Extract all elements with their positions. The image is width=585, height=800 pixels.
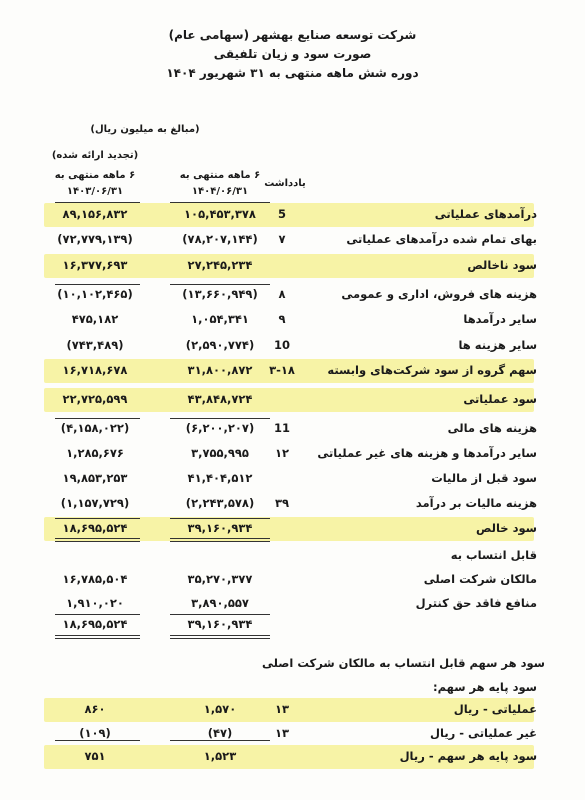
attr-nci-prev: ۱,۹۱۰,۰۲۰ bbox=[66, 596, 124, 610]
row-curr-value: (۱۳,۶۶۰,۹۴۹) bbox=[182, 287, 258, 301]
net-line-bottom-curr bbox=[170, 538, 270, 539]
attr-owners-label: مالکان شرکت اصلی bbox=[423, 572, 537, 586]
row-label: هزینه مالیات بر درآمد bbox=[415, 496, 537, 510]
row-prev-value: (۱,۱۵۷,۷۲۹) bbox=[60, 496, 130, 510]
row-label: سایر درآمدها و هزینه های غیر عملیاتی bbox=[317, 446, 537, 460]
op-line-curr bbox=[170, 418, 270, 419]
row-prev-value: (۷۴۳,۴۸۹) bbox=[66, 338, 124, 352]
row-note: ۳۹ bbox=[274, 496, 290, 510]
units-note: (مبالغ به میلیون ریال) bbox=[90, 124, 200, 135]
net-line-bottom-prev bbox=[55, 538, 140, 539]
gross-line-curr bbox=[170, 284, 270, 285]
row-curr-value: ۴۳,۸۴۸,۷۲۴ bbox=[187, 392, 253, 406]
row-note: ۸ bbox=[278, 287, 286, 301]
row-curr-value: (۴۷) bbox=[207, 726, 233, 740]
row-prev-value: ۱۶,۳۷۷,۶۹۳ bbox=[62, 258, 128, 272]
attr-total-curr: ۳۹,۱۶۰,۹۳۴ bbox=[187, 617, 253, 631]
attr-owners-prev: ۱۶,۷۸۵,۵۰۴ bbox=[62, 572, 128, 586]
row-curr-value: ۱,۰۵۴,۳۴۱ bbox=[191, 312, 249, 326]
period-title: دوره شش ماهه منتهی به ۳۱ شهریور ۱۴۰۴ bbox=[166, 66, 419, 80]
row-prev-value: ۸۹,۱۵۶,۸۳۲ bbox=[62, 207, 128, 221]
attr-owners-curr: ۳۵,۲۷۰,۳۷۷ bbox=[187, 572, 253, 586]
row-prev-value: (۱۰۹) bbox=[79, 726, 111, 740]
row-prev-value: (۴,۱۵۸,۰۲۲) bbox=[60, 421, 130, 435]
gross-line-prev bbox=[55, 284, 140, 285]
restated-note: (تجدید ارائه شده) bbox=[51, 150, 139, 161]
row-prev-value: (۷۲,۷۷۹,۱۳۹) bbox=[57, 232, 133, 246]
attr-total-line-prev bbox=[55, 614, 140, 615]
net-line-top-curr bbox=[170, 518, 270, 519]
row-curr-value: ۳۹,۱۶۰,۹۳۴ bbox=[187, 521, 253, 535]
net-line-bottom-prev-2 bbox=[55, 541, 140, 542]
row-label: سهم گروه از سود شرکت‌های وابسته bbox=[327, 363, 537, 377]
row-curr-value: (۲,۲۴۳,۵۷۸) bbox=[185, 496, 255, 510]
row-label: عملیاتی - ریال bbox=[453, 702, 537, 716]
eps-title: سود هر سهم قابل انتساب به مالکان شرکت اصلی bbox=[261, 656, 545, 670]
prev-col-head-1: ۶ ماهه منتهی به bbox=[54, 170, 136, 181]
attr-double-line-prev-1 bbox=[55, 635, 140, 636]
attr-nci-curr: ۳,۸۹۰,۵۵۷ bbox=[191, 596, 249, 610]
attr-total-prev: ۱۸,۶۹۵,۵۲۴ bbox=[62, 617, 128, 631]
row-curr-value: ۲۷,۲۴۵,۲۳۴ bbox=[187, 258, 253, 272]
eps-total-line-prev bbox=[55, 740, 140, 741]
row-note: 10 bbox=[273, 338, 290, 352]
curr-col-head-1: ۶ ماهه منتهی به bbox=[179, 170, 261, 181]
row-label: سایر هزینه ها bbox=[458, 338, 537, 352]
row-label: بهای تمام شده درآمدهای عملیاتی bbox=[346, 232, 537, 246]
row-note: ۹ bbox=[278, 312, 286, 326]
row-note: ۱۳ bbox=[274, 726, 290, 740]
attr-double-line-curr-2 bbox=[170, 638, 270, 639]
row-label: سود پایه هر سهم - ریال bbox=[399, 749, 537, 763]
row-label: غیر عملیاتی - ریال bbox=[430, 726, 537, 740]
row-prev-value: ۸۶۰ bbox=[84, 702, 106, 716]
row-prev-value: ۱۶,۷۱۸,۶۷۸ bbox=[62, 363, 128, 377]
row-prev-value: ۱۸,۶۹۵,۵۲۴ bbox=[62, 521, 128, 535]
company-name: شرکت توسعه صنایع بهشهر (سهامی عام) bbox=[168, 28, 417, 42]
row-prev-value: ۱۹,۸۵۳,۲۵۳ bbox=[62, 471, 128, 485]
row-curr-value: ۳۱,۸۰۰,۸۷۲ bbox=[187, 363, 253, 377]
attr-double-line-curr-1 bbox=[170, 635, 270, 636]
row-curr-value: (۲,۵۹۰,۷۷۴) bbox=[185, 338, 255, 352]
row-note: ۳-۱۸ bbox=[269, 363, 295, 377]
row-label: سود عملیاتی bbox=[463, 392, 537, 406]
curr-col-head-2: ۱۴۰۴/۰۶/۳۱ bbox=[191, 186, 249, 197]
attr-double-line-prev-2 bbox=[55, 638, 140, 639]
row-prev-value: ۱,۲۸۵,۶۷۶ bbox=[66, 446, 124, 460]
statement-title: صورت سود و زیان تلفیقی bbox=[213, 47, 372, 61]
row-prev-value: ۲۲,۷۲۵,۵۹۹ bbox=[62, 392, 128, 406]
row-note: ۱۳ bbox=[274, 702, 290, 716]
prev-col-head-2: ۱۴۰۳/۰۶/۳۱ bbox=[66, 186, 124, 197]
op-line-prev bbox=[55, 418, 140, 419]
row-note: 11 bbox=[273, 421, 290, 435]
eps-basic-title: سود پایه هر سهم: bbox=[432, 680, 537, 694]
net-line-bottom-curr-2 bbox=[170, 541, 270, 542]
row-label: سود ناخالص bbox=[467, 258, 537, 272]
row-note: ۱۲ bbox=[274, 446, 290, 460]
row-prev-value: ۴۷۵,۱۸۲ bbox=[71, 312, 119, 326]
row-label: هزینه های مالی bbox=[447, 421, 537, 435]
row-prev-value: (۱۰,۱۰۲,۴۶۵) bbox=[57, 287, 133, 301]
row-curr-value: ۱,۵۲۳ bbox=[203, 749, 237, 763]
row-note: 5 bbox=[277, 207, 286, 221]
row-curr-value: ۳,۷۵۵,۹۹۵ bbox=[191, 446, 249, 460]
row-note: ۷ bbox=[278, 232, 286, 246]
row-label: سود خالص bbox=[475, 521, 537, 535]
row-curr-value: ۴۱,۴۰۴,۵۱۲ bbox=[187, 471, 253, 485]
row-label: سود قبل از مالیات bbox=[431, 471, 537, 485]
note-col-head: یادداشت bbox=[264, 178, 306, 189]
row-curr-value: ۱,۵۷۰ bbox=[203, 702, 237, 716]
eps-total-line-curr bbox=[170, 740, 270, 741]
row-label: هزینه های فروش، اداری و عمومی bbox=[341, 287, 537, 301]
attr-nci-label: منافع فاقد حق کنترل bbox=[415, 596, 537, 610]
row-prev-value: ۷۵۱ bbox=[84, 749, 106, 763]
row-label: درآمدهای عملیاتی bbox=[434, 207, 537, 221]
row-curr-value: ۱۰۵,۴۵۳,۳۷۸ bbox=[184, 207, 256, 221]
attributable-title: قابل انتساب به bbox=[450, 548, 537, 562]
row-curr-value: (۶,۲۰۰,۲۰۷) bbox=[185, 421, 255, 435]
attr-total-line-curr bbox=[170, 614, 270, 615]
row-curr-value: (۷۸,۲۰۷,۱۴۴) bbox=[182, 232, 258, 246]
row-label: سایر درآمدها bbox=[463, 312, 537, 326]
net-line-top-prev bbox=[55, 518, 140, 519]
